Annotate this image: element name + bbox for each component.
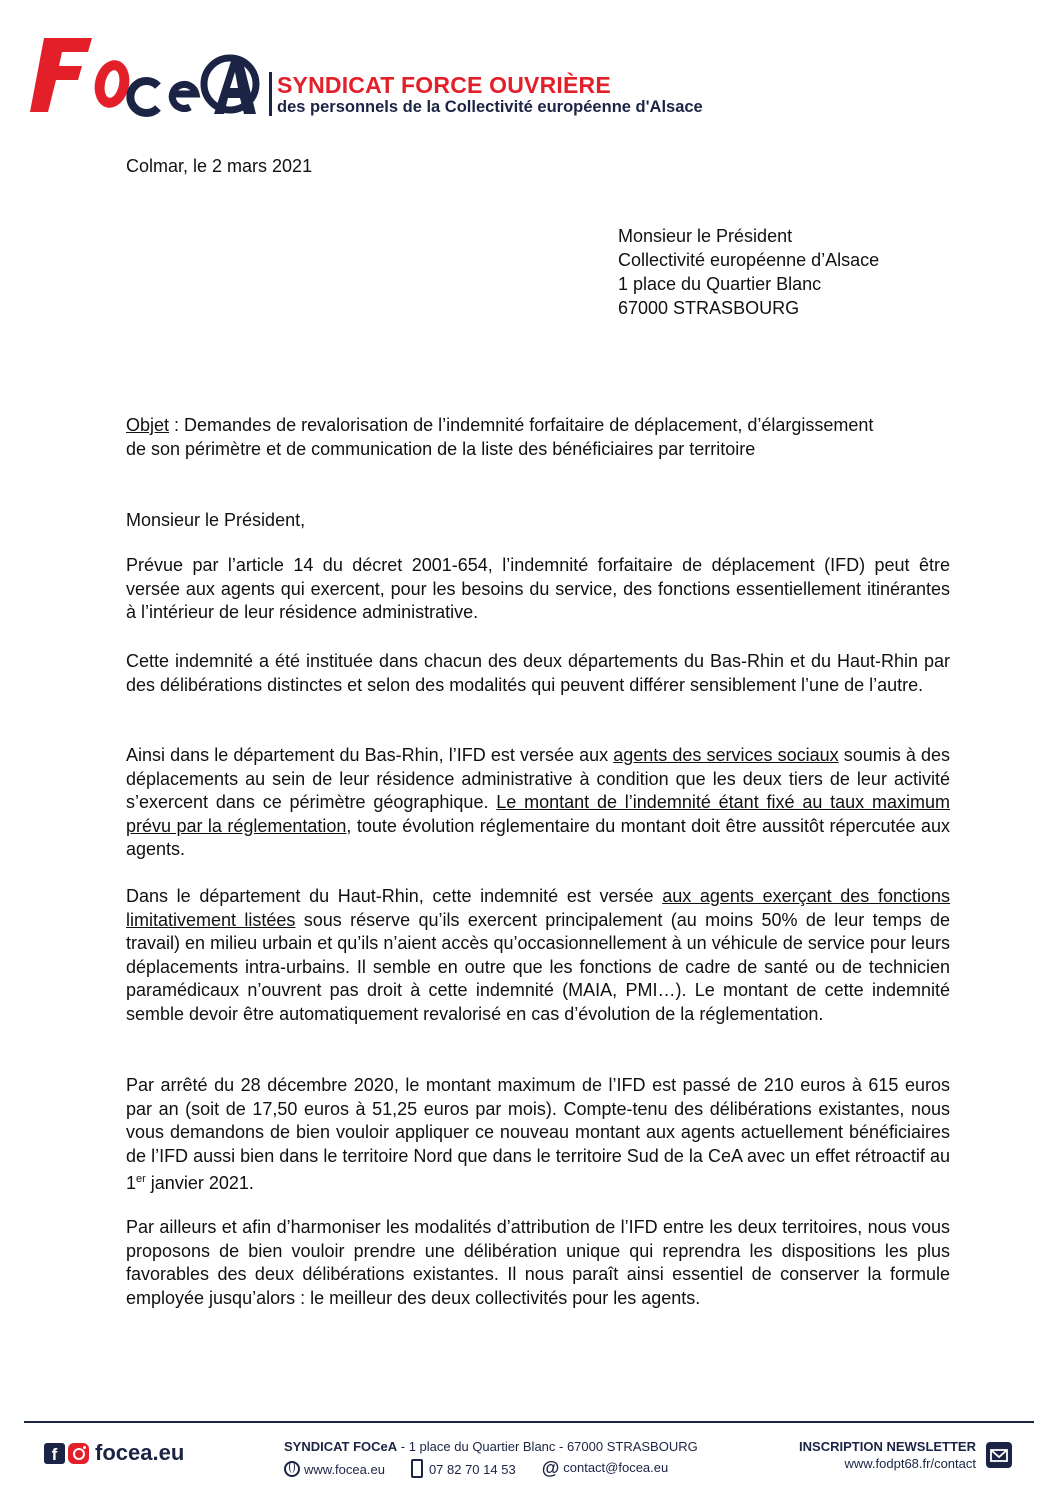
footer-org-line [284,1439,724,1454]
org-title: SYNDICAT FORCE OUVRIÈRE [277,72,611,98]
paragraph-3-text-c: , toute évolution réglementaire du montant doit être aussitôt répercutée aux agents. [126,815,950,859]
footer-newsletter [760,1439,976,1471]
org-subtitle: des personnels de la Collectivité européenne d'Alsace [277,98,703,116]
footer-contact-block [284,1439,724,1479]
footer-rule [24,1421,1034,1423]
paragraph-5-text-a: Par arrêté du 28 décembre 2020, le montant maximum de l’IFD est passé de 210 euros à 615 euros par an (soit de 17,50 euros à 51,25 euros par mois). Compte-tenu des délibérations existantes, nous vous demandons de bien vouloir appliquer ce nouveau montant aux agents actuellement bénéficiaires de l’IFD aussi bien dans le territoire Nord que dans le territoire Sud de la CeA avec un effet rétroactif au 1 [126,1075,950,1193]
paragraph-4 [126,885,950,1026]
recipient-line-2: Collectivité européenne d’Alsace [618,250,880,270]
footer-phone-text: 07 82 70 14 53 [428,1462,516,1477]
at-icon: @ [541,1458,560,1478]
paragraph-5-text-b: janvier 2021. [145,1173,254,1193]
footer-website[interactable] [284,1461,385,1477]
footer-email[interactable] [542,1458,669,1479]
recipient-line-4: 67000 STRASBOURG [618,298,800,318]
footer-website-text: www.focea.eu [304,1461,385,1477]
header-divider [269,72,272,116]
recipient-line-1: Monsieur le Président [618,226,793,246]
globe-icon [284,1461,300,1477]
paragraph-3-text-b: soumis à des déplacements au sein de leur résidence administrative à condition que les deux tiers de leur activité s’exercent dans ce périmètre géographique. [126,745,950,812]
subject-line-1 [126,413,873,437]
paragraph-3 [126,744,950,862]
subject-text-1: : Demandes de revalorisation de l’indemnité forfaitaire de déplacement, d’élargissement [169,415,874,435]
footer-site-link[interactable]: focea.eu [95,1440,185,1465]
mail-icon[interactable] [986,1442,1012,1468]
instagram-icon[interactable] [68,1443,89,1464]
footer-email-text: contact@focea.eu [563,1460,669,1475]
footer-org-name: SYNDICAT FOCeA [284,1439,398,1454]
letter-date: Colmar, le 2 mars 2021 [126,156,313,176]
subject-line-2: de son périmètre et de communication de la liste des bénéficiaires par territoire [126,439,756,459]
focea-logo [30,28,262,122]
paragraph-6: Par ailleurs et afin d’harmoniser les modalités d’attribution de l’IFD entre les deux territoires, nous vous proposons de bien vouloir prendre une délibération unique qui reprendra les dispositions les plus favorables des deux délibérations existantes. Il nous paraît ainsi essentiel de conserver la formule employée jusqu’alors : le meilleur des deux collectivités pour les agents. [126,1217,950,1308]
paragraph-3-underline-2: Le montant de l’indemnité étant fixé au taux maximum prévu par la réglementation [126,792,950,836]
salutation: Monsieur le Président, [126,510,306,530]
newsletter-title: INSCRIPTION NEWSLETTER [799,1439,976,1454]
phone-icon [411,1459,423,1478]
newsletter-link[interactable]: www.fodpt68.fr/contact [844,1456,976,1471]
paragraph-3-text-a: Ainsi dans le département du Bas-Rhin, l’IFD est versée aux [126,745,614,765]
paragraph-4-text-b: sous réserve qu’ils exercent principalement (au moins 50% de leur temps de travail) en milieu urbain et qu’ils n’aient accès qu’occasionnellement à un véhicule de service pour leurs déplacements intra-urbains. Il semble en outre que les fonctions de cadre de santé ou de technicien paramédicaux n’ouvrent pas droit à cette indemnité (MAIA, PMI…). Le montant de cette indemnité semble devoir être automatiquement revalorisé en cas d’évolution de la réglementation. [126,909,950,1024]
footer-contacts [284,1458,724,1479]
footer-org-address: - 1 place du Quartier Blanc - 67000 STRASBOURG [397,1439,698,1454]
paragraph-4-text-a: Dans le département du Haut-Rhin, cette indemnité est versée [126,886,663,906]
paragraph-5-superscript: er [136,1173,146,1185]
recipient-line-3: 1 place du Quartier Blanc [618,274,822,294]
paragraph-4-underline: aux agents exerçant des fonctions limitativement listées [126,886,950,930]
paragraph-5 [126,1074,950,1196]
paragraph-1: Prévue par l’article 14 du décret 2001-654, l’indemnité forfaitaire de déplacement (IFD) peut être versée aux agents qui exercent, pour les besoins du service, des fonctions essentiellement itinérantes à l’intérieur de leur résidence administrative. [126,555,950,622]
facebook-icon[interactable]: f [44,1443,65,1464]
subject-label: Objet [126,415,170,435]
paragraph-2: Cette indemnité a été instituée dans chacun des deux départements du Bas-Rhin et du Haut-Rhin par des délibérations distinctes et selon des modalités qui peuvent différer sensiblement l’une de l’autre. [126,651,950,695]
footer-social [44,1440,184,1466]
paragraph-3-underline-1: agents des services sociaux [613,745,839,765]
footer-phone[interactable] [411,1459,516,1478]
